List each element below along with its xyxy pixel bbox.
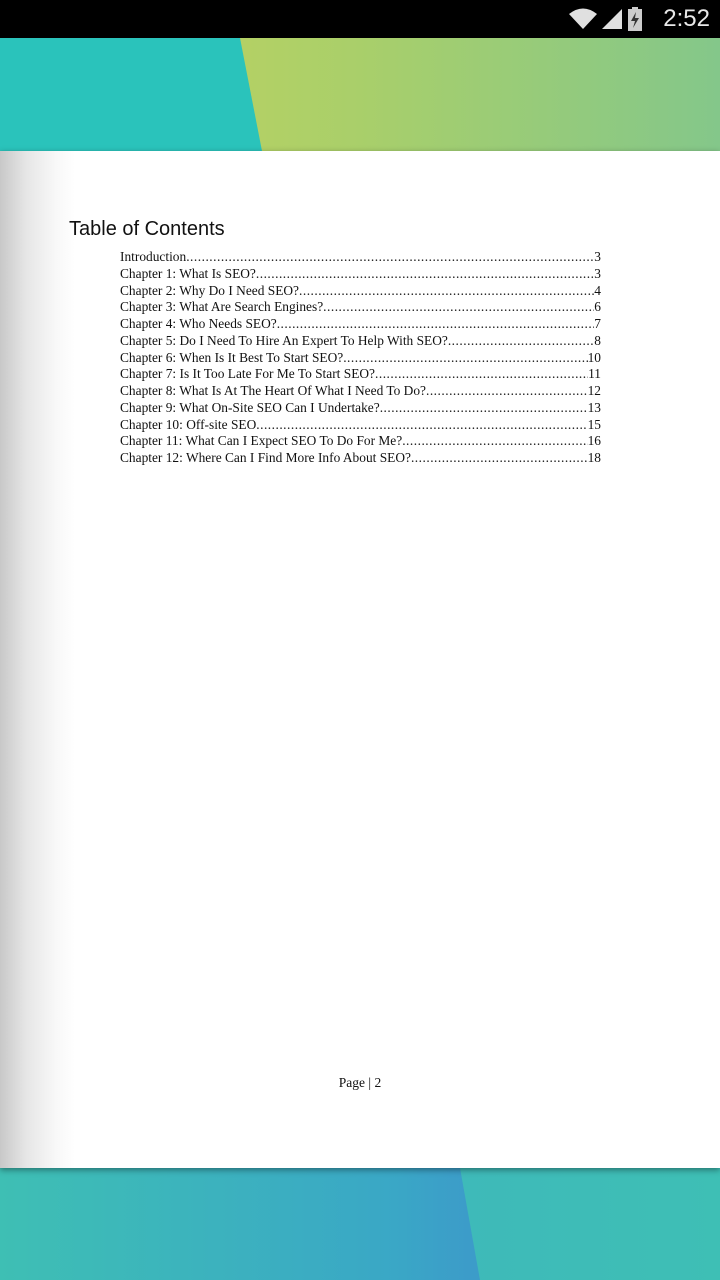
toc-entry-label: Chapter 10: Off-site SEO xyxy=(120,416,257,432)
toc-leader-dots xyxy=(426,383,588,400)
toc-entry-label: Chapter 9: What On-Site SEO Can I Undertake? xyxy=(120,399,380,415)
toc-entry[interactable] xyxy=(120,266,601,283)
document-page[interactable] xyxy=(0,151,720,1168)
toc-leader-dots xyxy=(256,266,594,283)
toc-entry[interactable] xyxy=(120,249,601,266)
toc-leader-dots xyxy=(343,350,587,367)
toc-leader-dots xyxy=(299,283,594,300)
toc-entry-page: 7 xyxy=(594,316,601,331)
toc-entry-page: 4 xyxy=(594,282,601,298)
toc-leader-dots xyxy=(448,333,594,350)
toc-leader-dots xyxy=(380,400,588,417)
toc-entry[interactable] xyxy=(120,400,601,417)
toc-entry-page: 13 xyxy=(587,399,601,415)
toc-leader-dots xyxy=(256,417,587,434)
clock: 2:52 xyxy=(663,5,710,32)
toc-leader-dots xyxy=(402,433,587,450)
toc-entry-label: Chapter 1: What Is SEO? xyxy=(120,265,256,281)
toc-entry-label: Chapter 3: What Are Search Engines? xyxy=(120,299,324,315)
page-number: Page | 2 xyxy=(338,1075,382,1090)
toc-entry[interactable] xyxy=(120,417,601,434)
toc-leader-dots xyxy=(186,249,594,266)
toc-entry[interactable] xyxy=(120,383,601,400)
toc-entry[interactable] xyxy=(120,333,601,350)
toc-entry-page: 3 xyxy=(594,265,601,281)
toc-entry-label: Chapter 7: Is It Too Late For Me To Start SEO? xyxy=(120,366,375,382)
toc-entry-label: Chapter 12: Where Can I Find More Info About SEO? xyxy=(120,450,411,465)
toc-entry-page: 3 xyxy=(594,249,601,264)
background-top xyxy=(0,38,720,151)
toc-entry-page: 12 xyxy=(587,383,601,398)
page-fold-shadow xyxy=(0,151,75,1168)
background-bottom xyxy=(0,1168,720,1280)
toc-entry-label: Chapter 11: What Can I Expect SEO To Do For Me? xyxy=(120,433,403,449)
toc-entry-label: Introduction xyxy=(120,249,187,264)
toc-entry-page: 18 xyxy=(587,450,601,465)
status-bar xyxy=(0,0,720,38)
toc-entry[interactable] xyxy=(120,316,601,333)
toc-leader-dots xyxy=(323,299,594,316)
toc-list xyxy=(120,249,601,467)
toc-entry-label: Chapter 5: Do I Need To Hire An Expert To Help With SEO? xyxy=(120,332,448,348)
toc-entry[interactable] xyxy=(120,366,601,383)
toc-entry-page: 11 xyxy=(588,366,601,382)
toc-leader-dots xyxy=(411,450,588,467)
toc-leader-dots xyxy=(277,316,595,333)
toc-entry[interactable] xyxy=(120,299,601,316)
toc-entry-label: Chapter 6: When Is It Best To Start SEO? xyxy=(120,349,344,365)
toc-entry-page: 8 xyxy=(594,332,601,348)
toc-entry-page: 10 xyxy=(587,349,601,365)
toc-entry[interactable] xyxy=(120,350,601,367)
battery-charging-icon xyxy=(628,7,642,31)
toc-entry-page: 16 xyxy=(587,433,601,449)
toc-leader-dots xyxy=(375,366,588,383)
toc-entry-label: Chapter 2: Why Do I Need SEO? xyxy=(120,282,299,298)
toc-entry-page: 6 xyxy=(594,299,601,315)
toc-entry[interactable] xyxy=(120,433,601,450)
toc-title: Table of Contents xyxy=(69,218,225,240)
toc-entry-page: 15 xyxy=(587,416,601,432)
toc-entry[interactable] xyxy=(120,450,601,467)
signal-icon xyxy=(602,7,624,31)
wifi-icon xyxy=(568,7,598,31)
toc-entry[interactable] xyxy=(120,283,601,300)
toc-entry-label: Chapter 8: What Is At The Heart Of What I Need To Do? xyxy=(120,383,426,398)
toc-entry-label: Chapter 4: Who Needs SEO? xyxy=(120,316,277,331)
